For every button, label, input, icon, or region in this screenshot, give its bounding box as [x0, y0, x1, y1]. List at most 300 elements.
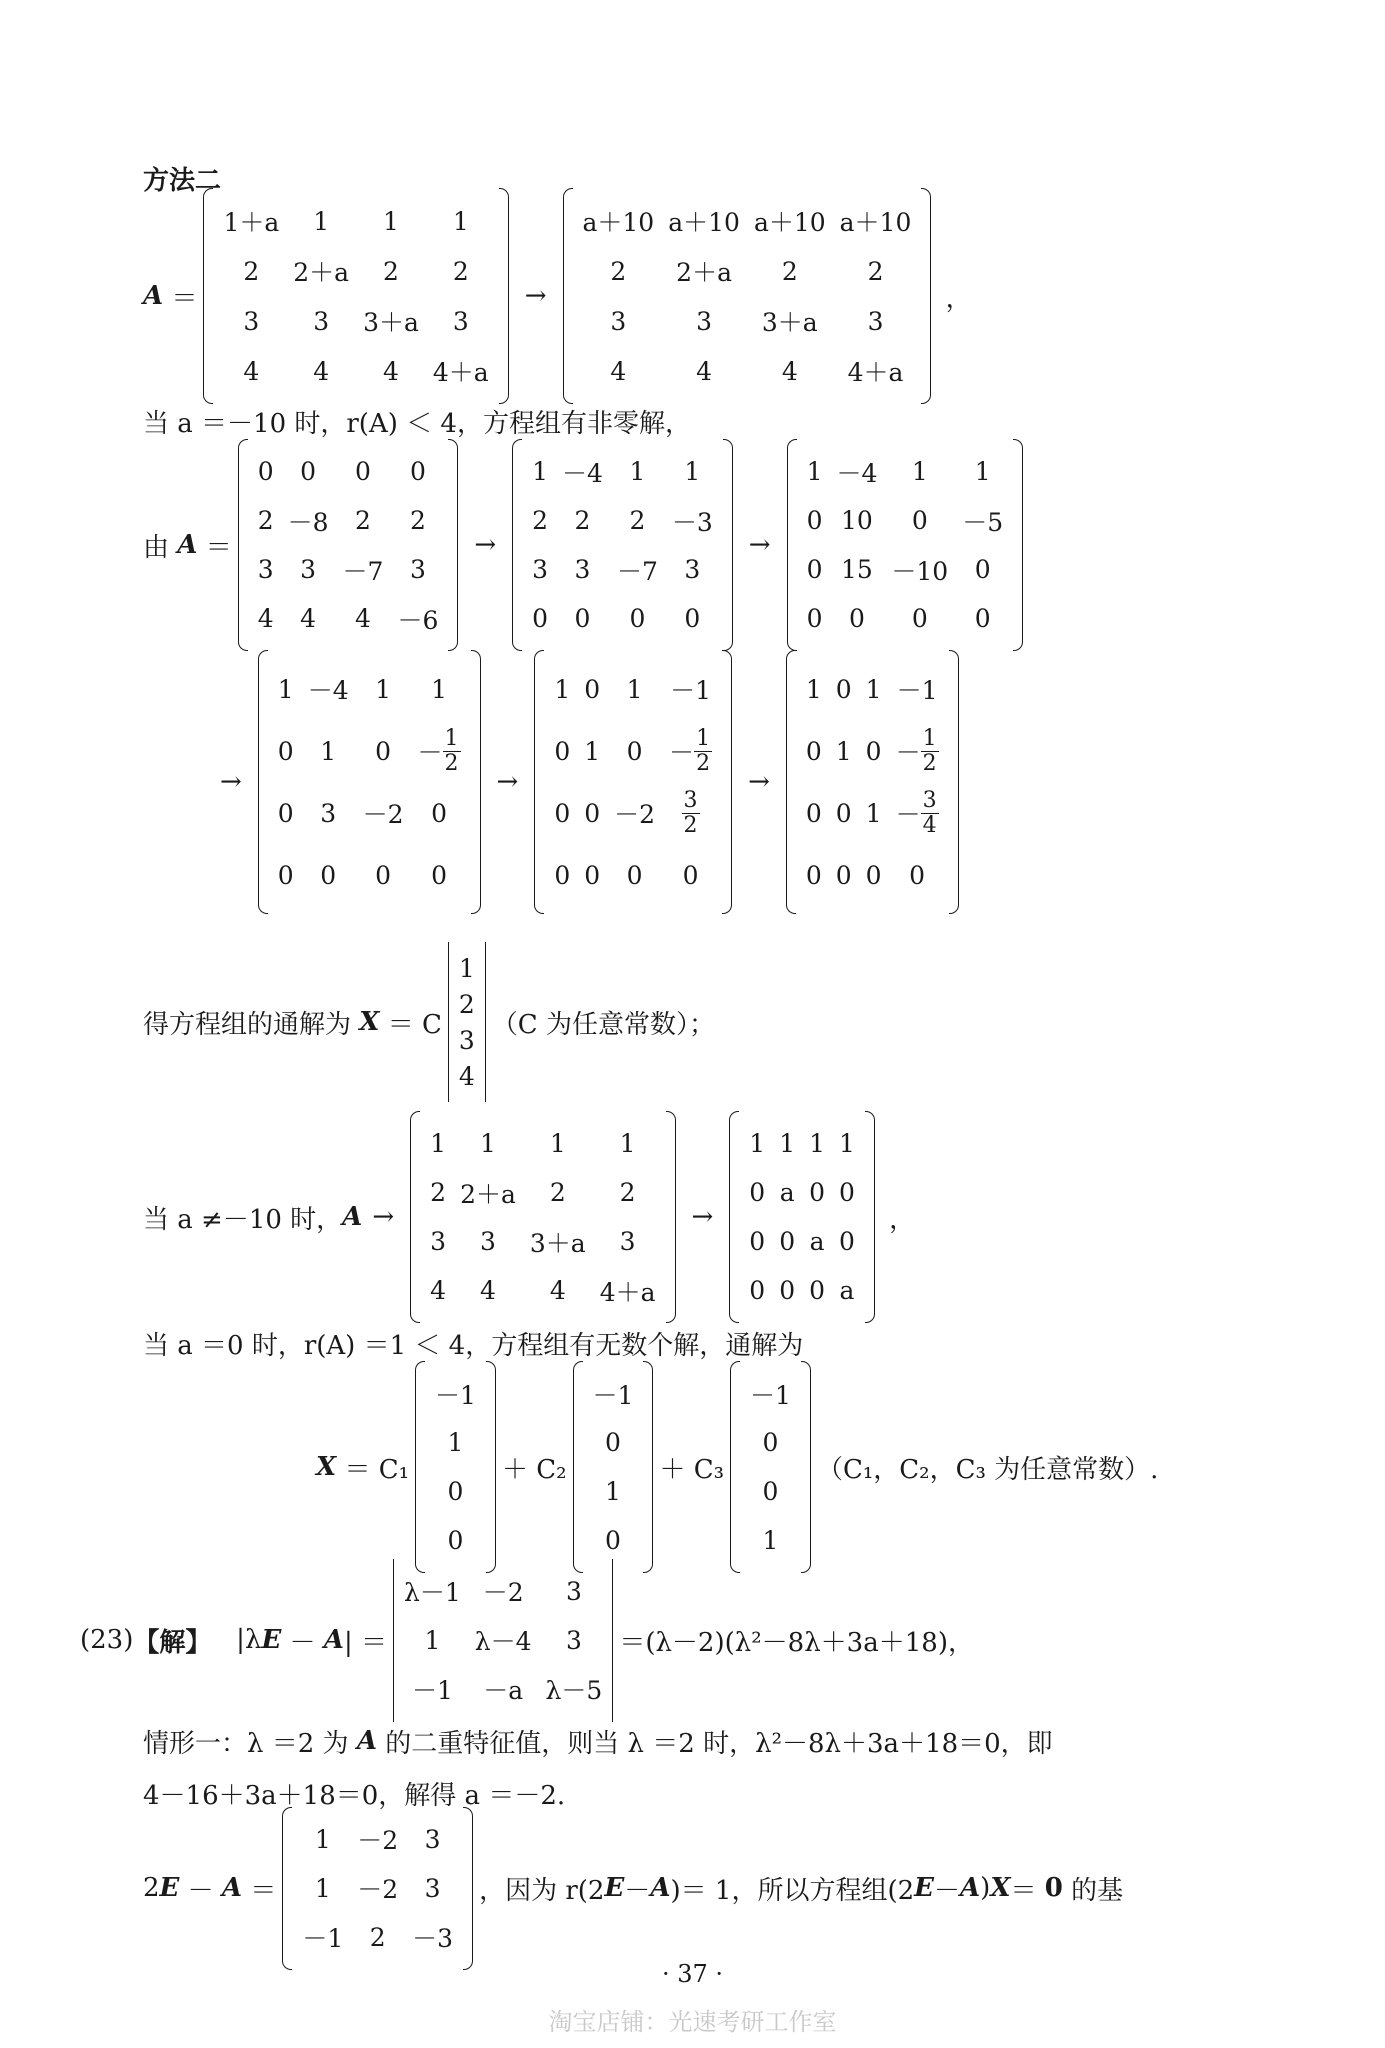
matrix-cell: －a	[483, 1676, 524, 1705]
matrix-cell: 1	[383, 206, 399, 236]
matrix-cell: 0	[532, 604, 549, 633]
matrix-cell: 0	[626, 860, 643, 890]
matrix-cell: λ－4	[474, 1627, 532, 1656]
left-bracket	[203, 188, 213, 404]
matrix-cell: 2＋a	[293, 258, 350, 287]
text-run: X	[990, 1873, 1011, 1903]
text-run: ＝	[197, 532, 232, 563]
matrix-cell: 1	[549, 1129, 566, 1158]
matrix-cell: 2＋a	[460, 1179, 516, 1209]
matrix-cell: 1	[320, 736, 337, 766]
matrix-cell: 3	[565, 1576, 582, 1606]
determinant	[393, 1559, 613, 1722]
left-bracket	[282, 1807, 292, 1970]
matrix-cell: － $\frac{3}{4}$	[895, 788, 937, 838]
left-bracket	[729, 1111, 739, 1323]
text-run: ，因为 r(2	[479, 1875, 605, 1906]
matrix-cell: －2	[362, 800, 404, 829]
matrix-cell: 4	[243, 356, 260, 386]
text-run: （C₁，C₂，C₃ 为任意常数）.	[816, 1454, 1159, 1485]
matrix-cell: 10	[841, 506, 873, 535]
matrix-cell: λ－1	[404, 1578, 461, 1607]
matrix-cell: 0	[974, 604, 991, 633]
matrix-cell: 4	[458, 1061, 475, 1091]
matrix-cell: 3	[696, 306, 713, 336]
matrix-cell: 3＋a	[761, 308, 818, 337]
arrow-symbol: →	[496, 767, 519, 797]
matrix-cell: a	[779, 1178, 795, 1207]
text-run: 当 a ≠－10 时，	[143, 1204, 343, 1235]
matrix-cell: 0	[809, 1276, 826, 1305]
matrix-cell: 2＋a	[676, 258, 732, 287]
arrow-symbol: →	[474, 530, 497, 560]
matrix-cell: 0	[835, 674, 852, 704]
matrix-cell: 15	[841, 555, 873, 584]
left-bracket	[534, 650, 544, 914]
matrix	[786, 650, 959, 914]
matrix-cell: a	[809, 1227, 825, 1256]
text-run: －	[179, 1875, 222, 1906]
matrix-cell: 0	[277, 798, 294, 828]
determinant	[448, 942, 486, 1102]
matrix-cell: 0	[605, 1428, 621, 1457]
matrix-cell: 1	[277, 674, 294, 704]
text-run: －	[281, 1627, 324, 1658]
matrix-cell: 0	[911, 604, 928, 633]
matrix-cell: 1	[619, 1129, 636, 1158]
text-run: A	[143, 281, 164, 311]
matrix-cell: 2	[629, 506, 646, 535]
matrix-cell: 2	[458, 989, 475, 1019]
matrix-cell: 0	[911, 506, 928, 535]
matrix-cell: 0	[805, 860, 822, 890]
matrix-cell: －7	[616, 556, 658, 586]
matrix-cell: 4	[257, 604, 274, 633]
matrix-cell: 3	[424, 1873, 441, 1903]
matrix-cell: 1	[865, 674, 882, 704]
matrix-cell: 3	[684, 555, 701, 584]
matrix-cell	[669, 782, 712, 844]
matrix-cell: 2	[243, 256, 260, 286]
right-bracket	[949, 650, 959, 914]
text-run: ＝	[242, 1875, 277, 1906]
left-bracket	[410, 1111, 420, 1323]
matrix-cell: 1	[911, 457, 928, 486]
matrix-cell: 0	[682, 860, 699, 890]
matrix-cell: 2	[430, 1178, 447, 1207]
matrix-cell: 1	[452, 206, 469, 236]
matrix-cell: 4	[549, 1276, 566, 1305]
matrix-cell: 3	[619, 1227, 636, 1256]
arrow-symbol: →	[372, 1202, 395, 1232]
matrix-cell: 0	[409, 457, 426, 486]
matrix-cell: 3	[257, 555, 274, 584]
matrix-cell: 1	[532, 457, 549, 486]
arrow-symbol: →	[748, 530, 771, 560]
matrix-cell: 3	[610, 306, 627, 336]
matrix-cell: 2	[409, 506, 426, 535]
page-number: · 37 ·	[661, 1960, 724, 1988]
matrix-cell: 1	[375, 674, 392, 704]
matrix-cell: －10	[891, 556, 949, 586]
text-run: )	[980, 1873, 991, 1903]
matrix-cell: －2	[482, 1578, 524, 1607]
matrix-cell: 0	[431, 860, 447, 890]
matrix-cell: 4	[696, 356, 713, 386]
matrix-cell: 2	[383, 256, 399, 286]
text-run: E	[261, 1625, 282, 1655]
text-run: A	[650, 1873, 671, 1903]
matrix-cell: 0	[749, 1227, 766, 1256]
matrix-cell: 1	[313, 206, 330, 236]
matrix-cell: 1	[314, 1824, 331, 1854]
text-run: A	[356, 1726, 378, 1756]
matrix-cell: 3	[424, 1824, 441, 1854]
matrix-cell: 2	[257, 506, 274, 535]
matrix-cell: 3	[574, 555, 591, 584]
matrix-cell: 0	[835, 798, 852, 828]
fraction: $\frac{3}{4}$	[922, 788, 937, 838]
matrix-cell: 0	[809, 1178, 826, 1207]
matrix-cell: 0	[320, 860, 337, 890]
text-run: E	[159, 1873, 180, 1903]
matrix-cell: －4	[836, 458, 878, 488]
matrix-cell: 0	[806, 604, 823, 633]
text-run: (23)	[80, 1625, 134, 1655]
matrix-cell: 0	[805, 798, 822, 828]
text-run: 当 a ＝0 时，r(A) ＝1 ＜ 4，方程组有无数个解，通解为	[143, 1330, 804, 1361]
matrix-cell: 4	[383, 356, 399, 386]
matrix	[410, 1111, 675, 1323]
matrix-cell: 0	[277, 860, 294, 890]
matrix-cell: 3	[300, 555, 317, 584]
matrix-cell: 0	[626, 736, 643, 766]
text-run: ＋ C₃	[659, 1454, 725, 1485]
arrow-symbol: →	[524, 281, 547, 311]
matrix-cell: －7	[342, 556, 384, 586]
text-run: A	[323, 1625, 344, 1655]
right-bracket	[499, 188, 509, 404]
matrix-cell: 2	[574, 506, 591, 535]
matrix-cell: －1	[896, 676, 938, 705]
matrix-cell: 0	[355, 457, 371, 486]
text-run: ，	[937, 283, 972, 314]
matrix-cell: 2	[532, 506, 549, 535]
matrix-cell: 2	[452, 256, 469, 286]
matrix-cell: a＋10	[839, 208, 912, 237]
matrix-cell: 4＋a	[847, 358, 904, 387]
text-run: 2	[143, 1873, 160, 1903]
text-run: ＝	[1010, 1875, 1045, 1906]
text-run: 【解】	[133, 1627, 212, 1658]
text-run: 方法二	[143, 165, 222, 196]
matrix	[415, 1361, 496, 1573]
matrix-cell: 3＋a	[363, 308, 419, 337]
matrix-cell: 1	[458, 953, 475, 983]
matrix-cell: 2	[781, 256, 798, 286]
right-bracket	[921, 188, 931, 404]
matrix	[729, 1111, 875, 1323]
text-run: )＝ 1，所以方程组(2	[670, 1875, 915, 1906]
matrix-cell: 1	[974, 457, 991, 486]
matrix	[563, 188, 932, 404]
text-run: A	[177, 530, 198, 560]
matrix-cell: 0	[300, 457, 317, 486]
left-bracket	[512, 439, 522, 651]
matrix-cell: 1	[629, 457, 646, 486]
right-bracket	[612, 1559, 613, 1722]
matrix-cell: 0	[749, 1178, 766, 1207]
matrix-cell: 3＋a	[529, 1228, 586, 1258]
matrix-cell: 1	[447, 1428, 464, 1457]
matrix-cell: 0	[806, 506, 823, 535]
matrix-cell: 0	[584, 674, 601, 704]
left-bracket	[730, 1361, 740, 1573]
matrix-cell: 1	[554, 674, 571, 704]
text-run: ＝	[163, 283, 198, 314]
text-run: ＝ C₁	[336, 1454, 410, 1485]
matrix-cell: 0	[584, 798, 601, 828]
matrix-cell: 4	[480, 1276, 496, 1305]
matrix-cell: －1	[435, 1380, 476, 1410]
text-run: E	[914, 1873, 934, 1903]
matrix-cell: 1	[605, 1477, 621, 1506]
right-bracket	[486, 1361, 496, 1573]
matrix-cell: 4	[430, 1276, 447, 1305]
matrix-cell: －2	[614, 800, 656, 829]
matrix-cell: 2	[549, 1178, 566, 1207]
matrix-cell: －1	[592, 1380, 634, 1410]
text-run: X	[316, 1452, 337, 1482]
text-run: 得方程组的通解为	[143, 1009, 360, 1040]
right-bracket	[643, 1361, 653, 1573]
text-run: （C 为任意常数）；	[491, 1009, 715, 1040]
matrix-cell: 1	[431, 674, 447, 704]
matrix-cell: 1	[809, 1129, 826, 1158]
matrix-cell: 1	[480, 1129, 496, 1158]
matrix-cell: －4	[307, 676, 349, 705]
right-bracket	[1013, 439, 1023, 651]
left-bracket	[787, 439, 797, 651]
matrix-cell: 1	[749, 1129, 766, 1158]
matrix	[238, 439, 459, 651]
matrix-cell: 0	[848, 604, 865, 633]
matrix-cell: 0	[779, 1227, 796, 1256]
matrix-cell: 1	[835, 736, 852, 766]
matrix-cell: －1	[302, 1924, 344, 1953]
text-run: E	[604, 1873, 625, 1903]
arrow-symbol: →	[748, 767, 770, 797]
matrix-cell: －3	[412, 1924, 454, 1953]
text-run: ，	[880, 1204, 916, 1235]
text-run: | ＝	[343, 1627, 388, 1658]
left-bracket	[786, 650, 796, 914]
matrix-cell: 0	[605, 1526, 621, 1555]
left-bracket	[238, 439, 248, 651]
left-bracket	[573, 1361, 583, 1573]
text-run: 0	[1044, 1873, 1063, 1903]
fraction: $\frac{1}{2}$	[696, 726, 711, 776]
right-bracket	[865, 1111, 875, 1323]
matrix-cell: 4＋a	[432, 358, 489, 387]
matrix-cell: 0	[584, 860, 601, 890]
matrix-cell: λ－5	[545, 1676, 603, 1705]
matrix-cell: 4	[781, 356, 798, 386]
matrix-cell: 0	[839, 1178, 855, 1207]
matrix-cell: －2	[357, 1826, 399, 1855]
matrix-cell: 1	[424, 1625, 441, 1655]
matrix	[730, 1361, 811, 1573]
matrix-cell: 0	[375, 736, 392, 766]
matrix-cell: 1	[584, 736, 601, 766]
matrix-cell: 0	[554, 798, 571, 828]
matrix-cell: 1	[684, 457, 701, 486]
matrix-cell: 3	[532, 555, 549, 584]
matrix-cell: － $\frac{1}{2}$	[669, 726, 711, 776]
matrix-cell: 0	[835, 860, 852, 890]
right-bracket	[801, 1361, 811, 1573]
text-run: －	[933, 1875, 960, 1906]
matrix-cell: －4	[562, 458, 603, 488]
matrix-cell: 2	[369, 1922, 386, 1952]
text-run: 情形一：λ ＝2 为	[143, 1728, 357, 1759]
matrix-cell: － $\frac{1}{2}$	[895, 726, 937, 776]
matrix-cell: 2	[867, 256, 884, 286]
text-run: ＋ C₂	[501, 1454, 567, 1485]
arrow-symbol: →	[691, 1202, 714, 1232]
fraction: $\frac{1}{2}$	[444, 726, 459, 776]
right-bracket	[722, 650, 732, 914]
matrix	[534, 650, 732, 914]
text-run: 由	[143, 532, 178, 563]
text-run: 的基	[1062, 1875, 1124, 1906]
text-run: A	[342, 1202, 363, 1232]
watermark: 淘宝店铺：光速考研工作室	[548, 2008, 837, 2036]
right-bracket	[471, 650, 481, 914]
text-run: |λ	[211, 1625, 262, 1655]
fraction: $\frac{1}{2}$	[922, 726, 937, 776]
text-run: ＝(λ－2)(λ²－8λ＋3a＋18)，	[619, 1627, 974, 1658]
matrix-cell: 3	[320, 798, 337, 828]
matrix-cell: 3	[565, 1625, 582, 1655]
matrix-cell: 4	[300, 604, 317, 633]
matrix-cell: a＋10	[753, 208, 826, 237]
right-bracket	[666, 1111, 676, 1323]
matrix-cell: 1	[430, 1129, 447, 1158]
matrix-cell: － $\frac{1}{2}$	[417, 726, 459, 776]
matrix-cell: －3	[671, 507, 713, 537]
matrix-cell: 0	[865, 736, 882, 766]
right-bracket	[463, 1807, 473, 1970]
left-bracket	[258, 650, 268, 914]
text-run: X	[359, 1007, 380, 1037]
fraction: $\frac{3}{2}$	[683, 788, 698, 838]
matrix-cell: 0	[762, 1477, 779, 1506]
matrix-cell: －1	[750, 1380, 791, 1410]
matrix-cell: 4	[610, 356, 627, 386]
matrix-cell: 0	[554, 736, 571, 766]
matrix-cell: 1	[839, 1129, 855, 1158]
matrix-cell: －2	[357, 1875, 399, 1904]
matrix-cell: 1	[865, 798, 882, 828]
text-run: A	[959, 1873, 981, 1903]
matrix-cell: 0	[974, 555, 991, 584]
matrix-cell: a＋10	[582, 208, 655, 237]
text-run: A	[221, 1873, 243, 1903]
text-run: －	[624, 1875, 651, 1906]
matrix-cell: 3	[313, 306, 330, 336]
matrix-cell: 0	[574, 604, 591, 633]
right-bracket	[723, 439, 733, 651]
matrix-cell: 4	[355, 604, 371, 633]
matrix-cell: 0	[762, 1428, 779, 1457]
matrix-cell: 0	[805, 736, 822, 766]
matrix-cell: 3	[409, 555, 426, 584]
matrix	[282, 1807, 473, 1970]
matrix-cell: 1	[806, 457, 823, 486]
matrix	[787, 439, 1024, 651]
matrix-cell: 0	[839, 1227, 855, 1256]
matrix-cell: 0	[277, 736, 294, 766]
matrix-cell: 0	[779, 1276, 796, 1305]
matrix-cell: a	[839, 1276, 855, 1305]
text-run: ＝ C	[379, 1009, 442, 1040]
matrix-cell: 3	[452, 306, 469, 336]
matrix-cell: 3	[480, 1227, 496, 1256]
arrow-symbol: →	[220, 767, 242, 797]
matrix	[203, 188, 508, 404]
matrix-cell: 0	[431, 798, 447, 828]
matrix-cell: 0	[447, 1477, 464, 1506]
matrix-cell: a＋10	[668, 208, 740, 237]
left-bracket	[563, 188, 573, 404]
matrix-cell: 0	[684, 604, 701, 633]
matrix	[573, 1361, 654, 1573]
matrix-cell: 0	[447, 1526, 464, 1555]
matrix-cell: 2	[610, 256, 627, 286]
matrix-cell: 2	[619, 1178, 636, 1207]
matrix-cell: 0	[629, 604, 646, 633]
text-run: 4－16＋3a＋18＝0，解得 a ＝－2.	[143, 1780, 566, 1811]
matrix-cell: －1	[670, 676, 711, 705]
matrix-cell: 1	[779, 1129, 796, 1158]
matrix-cell: －1	[411, 1676, 453, 1705]
matrix-cell: 1	[626, 674, 643, 704]
right-bracket	[448, 439, 458, 651]
matrix	[258, 650, 481, 914]
matrix-cell: 1	[762, 1526, 779, 1555]
text-run: 当 a ＝－10 时，r(A) ＜ 4，方程组有非零解，	[143, 408, 691, 439]
left-bracket	[415, 1361, 425, 1573]
matrix-cell: 3	[458, 1025, 475, 1055]
matrix-cell: 1	[805, 674, 822, 704]
matrix-cell: －5	[962, 507, 1004, 537]
matrix-cell: 0	[749, 1276, 766, 1305]
matrix-cell: 4	[313, 356, 330, 386]
matrix-cell: 3	[867, 306, 884, 336]
matrix-cell: 0	[806, 555, 823, 584]
matrix-cell: 0	[257, 457, 274, 486]
matrix-cell: 0	[865, 860, 882, 890]
matrix	[512, 439, 733, 651]
matrix-cell: 3	[430, 1227, 447, 1256]
matrix-cell: 1＋a	[223, 208, 280, 237]
right-bracket	[485, 942, 486, 1102]
matrix-cell: 0	[909, 860, 926, 890]
matrix-cell: 3	[243, 306, 260, 336]
matrix-cell: 2	[355, 506, 371, 535]
matrix-cell: －6	[397, 605, 439, 635]
